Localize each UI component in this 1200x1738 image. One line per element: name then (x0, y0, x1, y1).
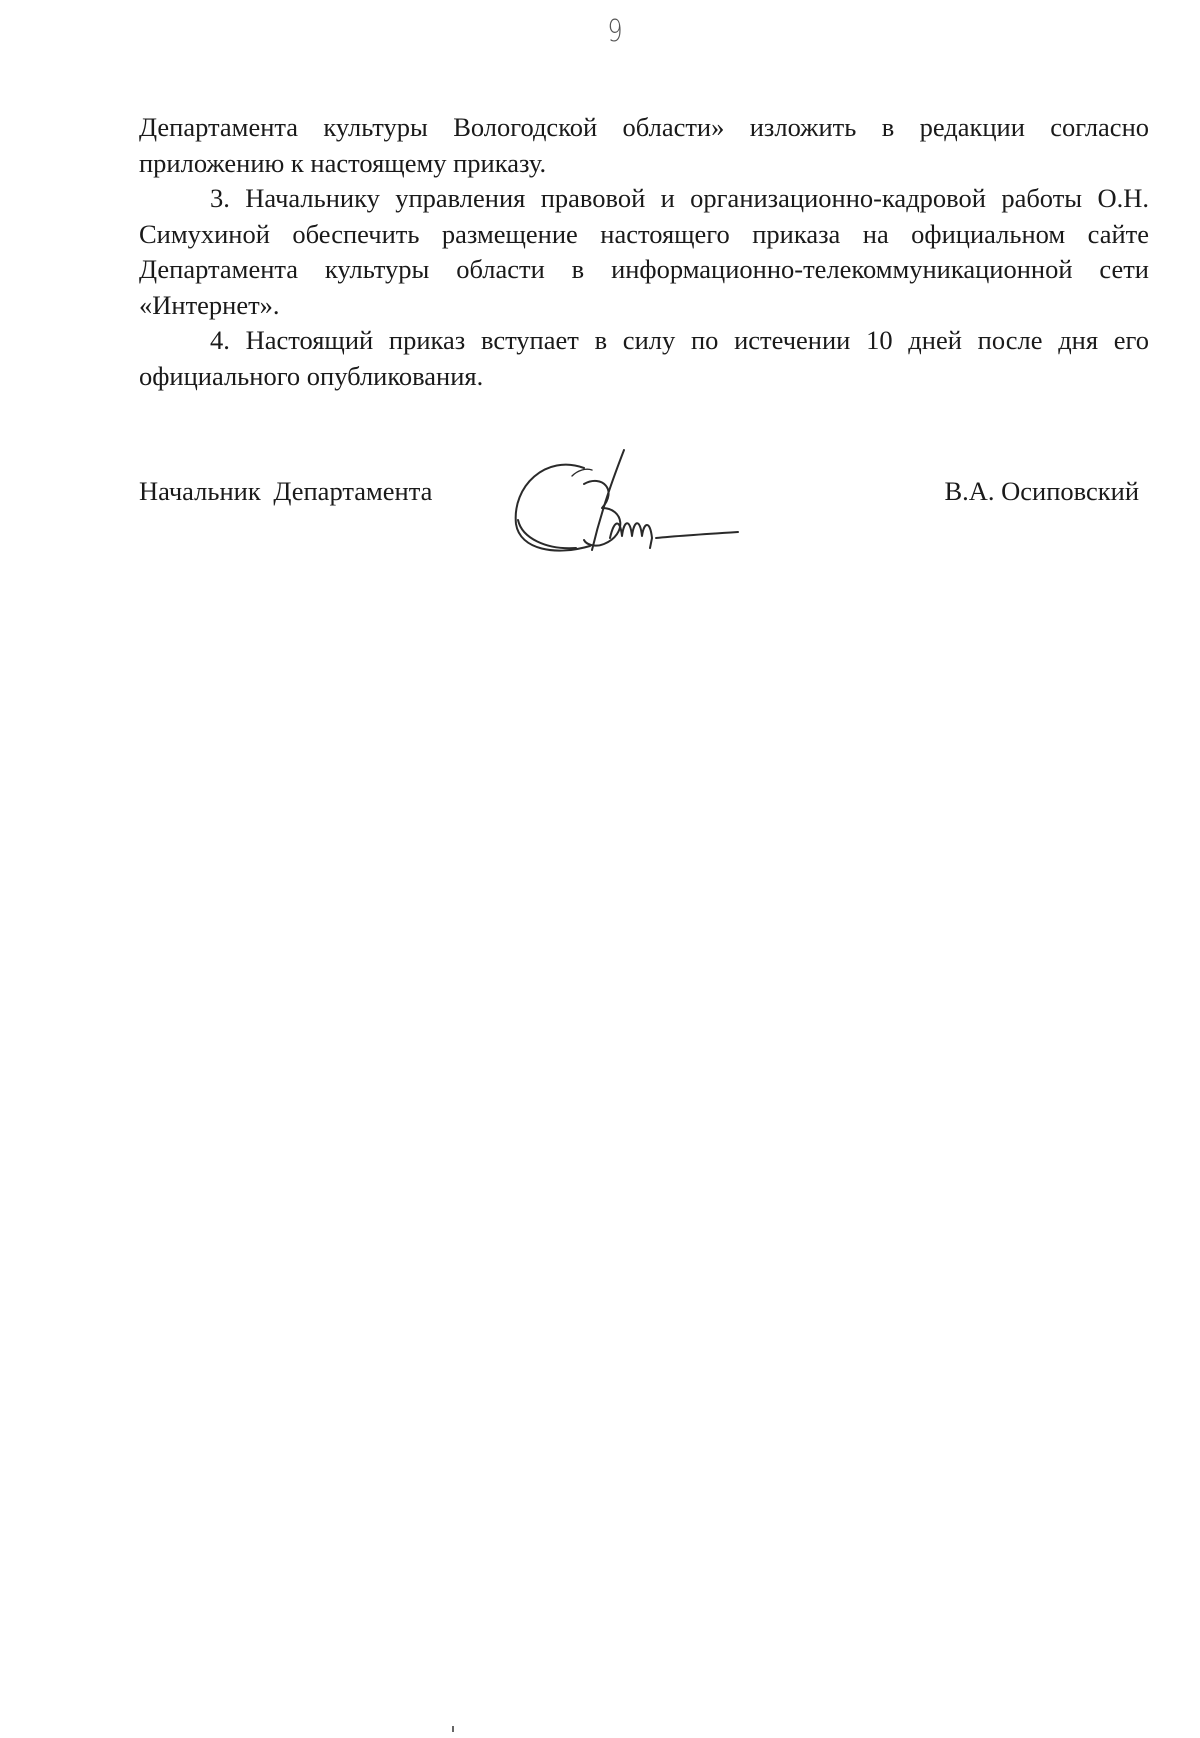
document-body (139, 110, 1149, 394)
paragraph-item-3: 3. Начальнику управления правовой и организационно-кадровой работы О.Н. Симухиной обеспечить размещение настоящего приказа на официальном сайте Департамента культуры области в информационно-телекоммуникационной сети «Интернет». (139, 183, 1149, 320)
paragraph-item-4: 4. Настоящий приказ вступает в силу по истечении 10 дней после дня его официального опубликования. (139, 325, 1149, 391)
signer-position: Начальник Департамента (139, 476, 433, 506)
signature-block (139, 474, 1139, 594)
handwritten-signature (506, 446, 746, 586)
page-number: 9 (607, 14, 623, 49)
paragraph-continuation: Департамента культуры Вологодской области» изложить в редакции согласно приложению к настоящему приказу. (139, 112, 1149, 178)
scan-mark (452, 1726, 454, 1732)
signer-name: В.А. Осиповский (944, 476, 1139, 506)
